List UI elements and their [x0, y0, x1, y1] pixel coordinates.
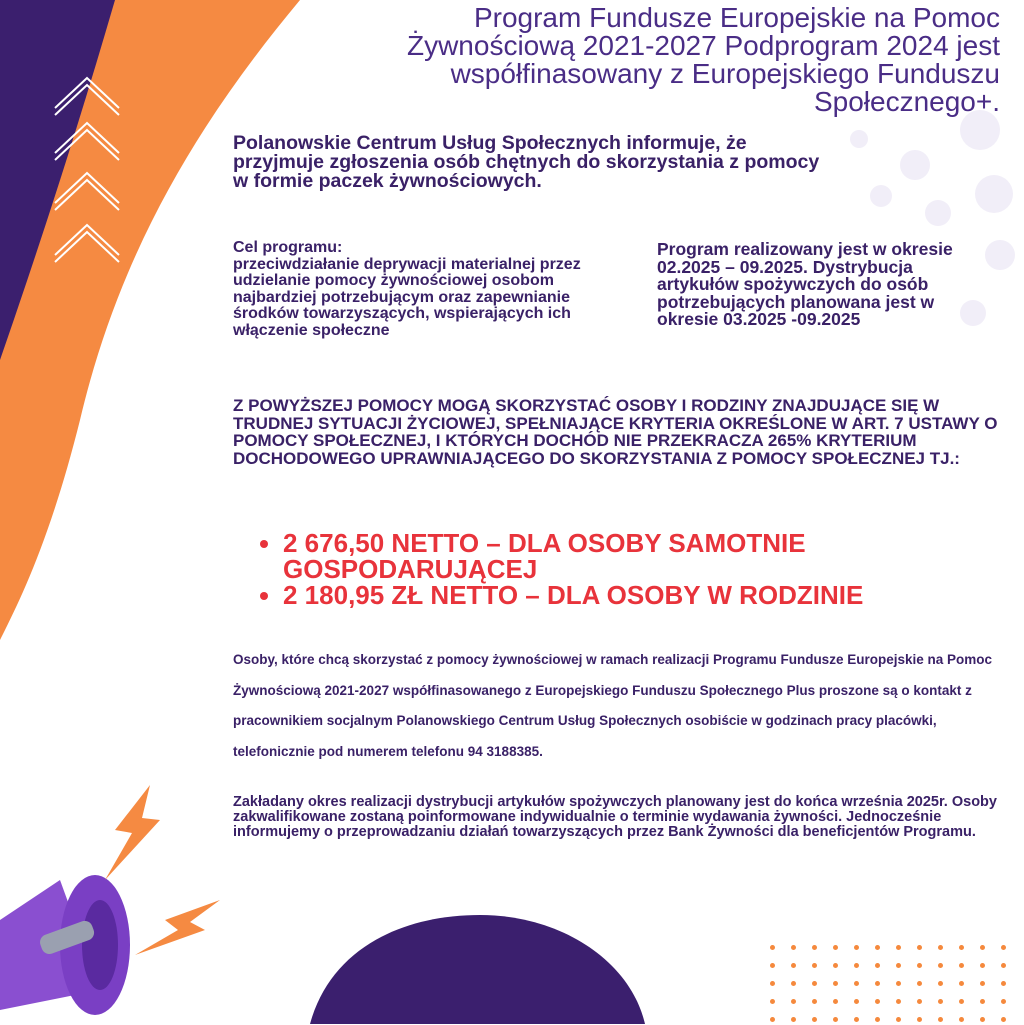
orange-dot-grid	[770, 945, 1020, 1025]
goal-label: Cel programu:	[233, 239, 343, 256]
orange-dot	[875, 999, 880, 1004]
purple-semicircle	[310, 915, 645, 1024]
orange-dot	[1001, 981, 1006, 986]
threshold-single: • 2 676,50 NETTO – DLA OSOBY SAMOTNIE GOSPODARUJĄCEJ	[283, 530, 1023, 582]
orange-dot	[917, 999, 922, 1004]
orange-dot	[1001, 1017, 1006, 1022]
contact-text: Osoby, które chcą skorzystać z pomocy żywnościowej w ramach realizacji Programu Fundusze Europejskie na Pomoc Żywnościową 2021-2027 współfinasowanego z Europejskiego Funduszu Społecznego Plus proszone są o kontakt z pracownikiem socjalnym Polanowskiego Centrum Usług Społecznych osobiście w godzinach pracy placówki, telefonicznie pod numerem telefonu 94 3188385.	[233, 652, 992, 759]
program-title: Program Fundusze Europejskie na Pomoc Żywnościową 2021-2027 Podprogram 2024 jest współfinasowany z Europejskiego Funduszu Społecznego+.	[406, 2, 1000, 117]
orange-dot	[917, 963, 922, 968]
orange-dot	[875, 1017, 880, 1022]
orange-dot	[791, 999, 796, 1004]
orange-dot	[770, 999, 775, 1004]
orange-dot	[896, 1017, 901, 1022]
orange-dot	[833, 999, 838, 1004]
orange-dot	[980, 1017, 985, 1022]
orange-dot	[980, 999, 985, 1004]
orange-dot	[938, 963, 943, 968]
orange-dot	[959, 981, 964, 986]
goal-text: przeciwdziałanie deprywacji materialnej przez udzielanie pomocy żywnościowej osobom najbardziej potrzebującym oraz zapewnianie środków towarzyszących, wspierających ich włączenie społeczne	[233, 255, 581, 339]
orange-dot	[833, 981, 838, 986]
orange-dot	[854, 981, 859, 986]
eligibility-text: Z POWYŻSZEJ POMOCY MOGĄ SKORZYSTAĆ OSOBY I RODZINY ZNAJDUJĄCE SIĘ W TRUDNEJ SYTUACJI ŻYCIOWEJ, SPEŁNIAJĄCE KRYTERIA OKREŚLONE W ART. 7 USTAWY O POMOCY SPOŁECZNEJ, I KTÓRYCH DOCHÓD NIE PRZEKRACZA 265% KRYTERIUM DOCHODOWEGO UPRAWNIAJĄCEGO DO SKORZYSTANIA Z POMOCY SPOŁECZNEJ TJ.:	[233, 396, 998, 468]
orange-dot	[812, 999, 817, 1004]
threshold-family: • 2 180,95 ZŁ NETTO – DLA OSOBY W RODZINIE	[283, 582, 1023, 608]
orange-dot	[770, 1017, 775, 1022]
orange-dot	[896, 981, 901, 986]
orange-dot	[833, 1017, 838, 1022]
orange-dot	[938, 1017, 943, 1022]
megaphone-icon	[0, 875, 130, 1015]
orange-dot	[812, 981, 817, 986]
orange-dot	[833, 963, 838, 968]
orange-dot	[980, 981, 985, 986]
orange-dot	[959, 963, 964, 968]
distribution-text: Zakładany okres realizacji dystrybucji artykułów spożywczych planowany jest do końca września 2025r. Osoby zakwalifikowane zostaną poinformowane indywidualnie o terminie wydawania żywności. Jednocześnie informujemy o przeprowadzaniu działań towarzyszących przez Bank Żywności dla beneficjentów Programu.	[233, 794, 997, 840]
orange-dot	[812, 963, 817, 968]
income-thresholds	[255, 530, 1023, 608]
orange-dot	[854, 1017, 859, 1022]
orange-dot	[791, 963, 796, 968]
orange-dot	[1001, 945, 1006, 950]
orange-dot	[791, 945, 796, 950]
orange-dot	[791, 1017, 796, 1022]
program-period: Program realizowany jest w okresie 02.2025 – 09.2025. Dystrybucja artykułów spożywczych do osób potrzebujących planowana jest w okresie 03.2025 -09.2025	[657, 239, 953, 329]
orange-dot	[896, 999, 901, 1004]
orange-dot	[938, 999, 943, 1004]
orange-dot	[854, 945, 859, 950]
orange-dot	[917, 981, 922, 986]
orange-dot	[959, 999, 964, 1004]
orange-dot	[980, 963, 985, 968]
orange-dot	[959, 945, 964, 950]
orange-dot	[896, 963, 901, 968]
orange-dot	[896, 945, 901, 950]
orange-dot	[770, 963, 775, 968]
orange-dot	[854, 999, 859, 1004]
orange-dot	[938, 945, 943, 950]
program-goal	[233, 240, 593, 339]
orange-dot	[833, 945, 838, 950]
orange-dot	[875, 945, 880, 950]
orange-dot	[875, 981, 880, 986]
orange-dot	[812, 945, 817, 950]
orange-dot	[812, 1017, 817, 1022]
intro-text: Polanowskie Centrum Usług Społecznych informuje, że przyjmuje zgłoszenia osób chętnych do skorzystania z pomocy w formie paczek żywnościowych.	[233, 132, 820, 192]
orange-dot	[1001, 963, 1006, 968]
orange-dot	[854, 963, 859, 968]
orange-dot	[959, 1017, 964, 1022]
orange-dot	[770, 945, 775, 950]
orange-dot	[938, 981, 943, 986]
orange-dot	[917, 945, 922, 950]
orange-dot	[917, 1017, 922, 1022]
orange-dot	[791, 981, 796, 986]
orange-dot	[1001, 999, 1006, 1004]
orange-dot	[980, 945, 985, 950]
orange-dot	[770, 981, 775, 986]
orange-dot	[875, 963, 880, 968]
